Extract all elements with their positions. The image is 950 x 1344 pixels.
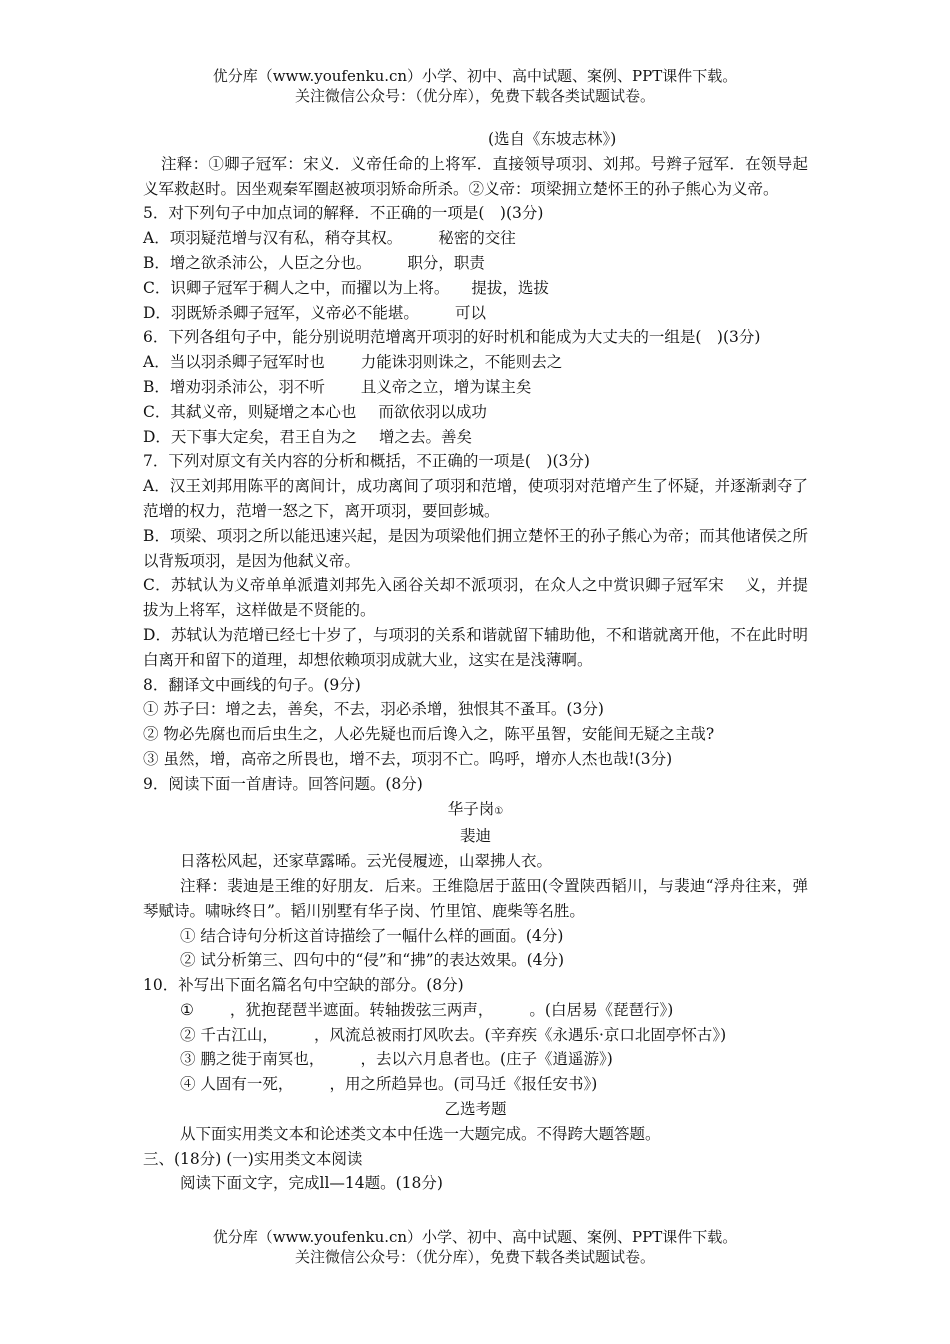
question-10-stem: 10．补写出下面名篇名句中空缺的部分。(8分) — [143, 976, 464, 995]
q10-item-4: ④ 人固有一死， ，用之所趋异也。(司马迁《报任安书》) — [180, 1075, 598, 1094]
page-header — [0, 66, 950, 106]
question-6-stem: 6．下列各组句子中，能分别说明范增离开项羽的好时机和能成为大丈夫的一组是( )(3分) — [143, 328, 761, 347]
question-9-stem: 9．阅读下面一首唐诗。回答问题。(8分) — [143, 774, 423, 793]
poem-footnote-mark: ① — [494, 805, 504, 817]
source-citation: (选自《东坡志林》) — [488, 130, 617, 148]
question-5-stem: 5．对下列句子中加点词的解释．不正确的一项是( )(3分) — [143, 204, 544, 223]
poem-title: 华子岗① — [447, 799, 504, 818]
q6-option-a: A．当以羽杀卿子冠军时也 力能诛羽则诛之，不能则去之 — [143, 353, 563, 372]
q10-item-2: ② 千古江山， ，风流总被雨打风吹去。(辛弃疾《永遇乐·京口北固亭怀古》) — [180, 1025, 727, 1044]
poem-author: 裴迪 — [459, 827, 491, 846]
q7-option-b: B．项梁、项羽之所以能迅速兴起，是因为项梁他们拥立楚怀王的孙子熊心为帝；而其他诸侯之所以背叛项羽，是因为他弑义帝。 — [143, 526, 808, 570]
poem-text: 日落松风起，还家草露晞。云光侵履迹，山翠拂人衣。 — [180, 852, 553, 871]
q7-option-c: C．苏轼认为义帝单单派遣刘邦先入函谷关却不派项羽，在众人之中赏识卿子冠军宋 义，并提拔为上将军，这样做是不贤能的。 — [143, 576, 808, 620]
reading-instruction: 阅读下面文字，完成ll—14题。(18分) — [180, 1174, 443, 1193]
q9-question-2: ② 试分析第三、四句中的“侵”和“拂”的表达效果。(4分) — [180, 951, 565, 970]
q7-option-a: A．汉王刘邦用陈平的离间计，成功离间了项羽和范增，使项羽对范增产生了怀疑，并逐渐剥夺了范增的权力，范增一怒之下，离开项羽，要回彭城。 — [143, 477, 808, 520]
q5-option-c: C．识卿子冠军于稠人之中，而擢以为上将。 提拔，选拔 — [143, 278, 549, 297]
page-footer — [0, 1227, 950, 1267]
q6-option-c: C．其弑义帝，则疑增之本心也 而欲依羽以成功 — [143, 402, 487, 421]
q5-option-a: A．项羽疑范增与汉有私，稍夺其权。 秘密的交往 — [143, 229, 516, 248]
part-3-heading: 三、(18分) (一)实用类文本阅读 — [143, 1149, 363, 1168]
q8-item-2: ② 物必先腐也而后虫生之，人必先疑也而后谗入之，陈平虽智，安能间无疑之主哉? — [143, 725, 715, 744]
q8-item-3: ③ 虽然，增，高帝之所畏也，增不去，项羽不亡。呜呼，增亦人杰也哉!(3分) — [143, 749, 673, 768]
q5-option-d: D．羽既矫杀卿子冠军，义帝必不能堪。 可以 — [143, 303, 486, 322]
header-line-2: 关注微信公众号：（优分库），免费下载各类试题试卷。 — [294, 87, 655, 105]
question-7-stem: 7．下列对原文有关内容的分析和概括，不正确的一项是( )(3分) — [143, 452, 590, 471]
q10-item-3: ③ 鹏之徙于南冥也， ，去以六月息者也。(庄子《逍遥游》) — [180, 1050, 613, 1069]
q10-item-1: ① ，犹抱琵琶半遮面。转轴拨弦三两声， 。(白居易《琵琶行》) — [180, 1000, 674, 1019]
q9-question-1: ① 结合诗句分析这首诗描绘了一幅什么样的画面。(4分) — [180, 926, 564, 945]
section-b-instruction: 从下面实用类文本和论述类文本中任选一大题完成。不得跨大题答题。 — [180, 1124, 661, 1143]
section-b-title: 乙选考题 — [444, 1100, 507, 1119]
q7-option-d: D．苏轼认为范增已经七十岁了，与项羽的关系和谐就留下辅助他，不和谐就离开他，不在此时明白离开和留下的道理，却想依赖项羽成就大业，这实在是浅薄啊。 — [143, 625, 808, 669]
document-body — [143, 127, 808, 1196]
q6-option-d: D．天下事大定矣，君王自为之 增之去。善矣 — [143, 427, 472, 446]
question-8-stem: 8．翻译文中画线的句子。(9分) — [143, 675, 361, 694]
passage-note: 注释：①卿子冠军：宋义．义帝任命的上将军．直接领导项羽、刘邦。号辫子冠军．在领导起义军救赵时。因坐观秦军圈赵被项羽矫命所杀。②义帝：项梁拥立楚怀王的孙子熊心为义帝。 — [143, 154, 808, 198]
q6-option-b: B．增劝羽杀沛公，羽不听 且义帝之立，增为谋主矣 — [143, 377, 532, 396]
footer-line-1: 优分库（www.youfenku.cn）小学、初中、高中试题、案例、PPT课件下载。 — [212, 1228, 738, 1246]
q8-item-1: ① 苏子曰：增之去，善矣，不去，羽必杀增，独恨其不蚤耳。(3分) — [143, 700, 604, 719]
poem-note: 注释：裴迪是王维的好朋友．后来。王维隐居于蓝田(令置陕西韬川，与裴迪“浮舟往来，弹琴赋诗。啸咏终日”。韬川别墅有华子岗、竹里馆、鹿柴等名胜。 — [143, 876, 808, 920]
q5-option-b: B．增之欲杀沛公，人臣之分也。 职分，职责 — [143, 253, 485, 272]
footer-line-2: 关注微信公众号：（优分库），免费下载各类试题试卷。 — [294, 1248, 655, 1266]
header-line-1: 优分库（www.youfenku.cn）小学、初中、高中试题、案例、PPT课件下载。 — [212, 67, 738, 85]
